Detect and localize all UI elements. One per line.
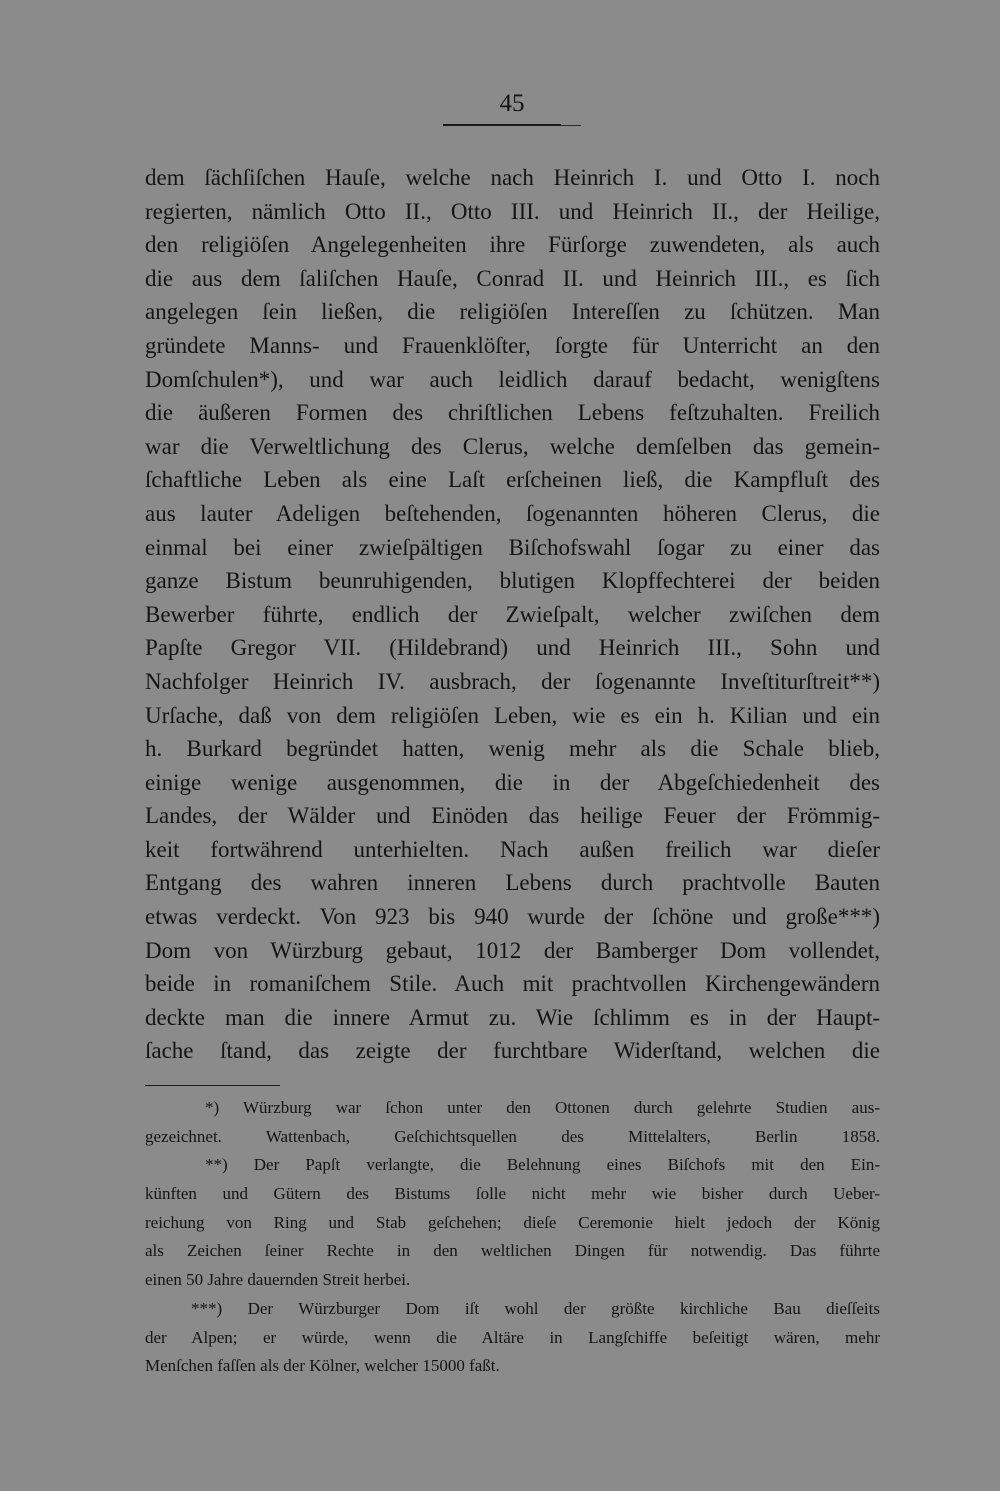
body-line: war die Verweltlichung des Clerus, welche demſelben das gemein- xyxy=(145,433,880,459)
footnote-2-line: künften und Gütern des Bistums ſolle nicht mehr wie bisher durch Ueber- xyxy=(145,1184,880,1204)
footnote-3-line: ***) Der Würzburger Dom iſt wohl der größte kirchliche Bau dieſſeits xyxy=(191,1298,880,1318)
body-line: Entgang des wahren inneren Lebens durch prachtvolle Bauten xyxy=(145,870,880,896)
body-line: einige wenige ausgenommen, die in der Abgeſchiedenheit des xyxy=(145,769,880,795)
body-line: etwas verdeckt. Von 923 bis 940 wurde der ſchöne und große***) xyxy=(145,904,880,930)
body-line: aus lauter Adeligen beſtehenden, ſogenannten höheren Clerus, die xyxy=(145,500,880,526)
footnote-2-line: als Zeichen ſeiner Rechte in den weltlichen Dingen für notwendig. Das führte xyxy=(145,1241,880,1261)
footnote-2-line: reichung von Ring und Stab geſchehen; dieſe Ceremonie hielt jedoch der König xyxy=(145,1212,880,1232)
body-line: Landes, der Wälder und Einöden das heilige Feuer der Frömmig- xyxy=(145,803,880,829)
footnote-rule xyxy=(145,1085,280,1086)
header-rule-tail xyxy=(561,125,581,126)
body-line: gründete Manns- und Frauenklöſter, ſorgte für Unterricht an den xyxy=(145,332,880,358)
footnote-3-line: Menſchen faſſen als der Kölner, welcher 15000 faßt. xyxy=(145,1356,500,1376)
body-line: Bewerber führte, endlich der Zwieſpalt, welcher zwiſchen dem xyxy=(145,601,880,627)
body-line: ſchaftliche Leben als eine Laſt erſcheinen ließ, die Kampfluſt des xyxy=(145,467,880,493)
footnote-3-line: der Alpen; er würde, wenn die Altäre in Langſchiffe beſeitigt wären, mehr xyxy=(145,1327,880,1347)
footnote-2-line: einen 50 Jahre dauernden Streit herbei. xyxy=(145,1270,411,1290)
body-line: h. Burkard begründet hatten, wenig mehr als die Schale blieb, xyxy=(145,736,880,762)
body-line: angelegen ſein ließen, die religiöſen Intereſſen zu ſchützen. Man xyxy=(145,299,880,325)
body-line: deckte man die innere Armut zu. Wie ſchlimm es in der Haupt- xyxy=(145,1004,880,1030)
footnote-1-line: *) Würzburg war ſchon unter den Ottonen durch gelehrte Studien aus- xyxy=(205,1098,880,1117)
body-line: die äußeren Formen des chriſtlichen Lebens feſtzuhalten. Freilich xyxy=(145,400,880,426)
body-text xyxy=(145,161,880,1068)
body-line: Nachfolger Heinrich IV. ausbrach, der ſogenannte Inveſtiturſtreit**) xyxy=(145,668,880,694)
body-line: keit fortwährend unterhielten. Nach außen freilich war dieſer xyxy=(145,836,880,862)
footnotes xyxy=(145,1094,880,1381)
page-number: 45 xyxy=(499,90,525,117)
footnote-2-line: **) Der Papſt verlangte, die Belehnung eines Biſchofs mit den Ein- xyxy=(205,1155,880,1175)
body-line: ſache ſtand, das zeigte der furchtbare Widerſtand, welchen die xyxy=(145,1038,880,1064)
body-line: Urſache, daß von dem religiöſen Leben, wie es ein h. Kilian und ein xyxy=(145,702,880,728)
body-line: regierten, nämlich Otto II., Otto III. und Heinrich II., der Heilige, xyxy=(145,198,880,224)
body-line: ganze Bistum beunruhigenden, blutigen Klopffechterei der beiden xyxy=(145,568,880,594)
body-line: einmal bei einer zwieſpältigen Biſchofswahl ſogar zu einer das xyxy=(145,534,880,560)
header-rule xyxy=(443,124,561,126)
body-line: Domſchulen*), und war auch leidlich darauf bedacht, wenigſtens xyxy=(145,366,880,392)
footnote-1-line: gezeichnet. Wattenbach, Geſchichtsquellen des Mittelalters, Berlin 1858. xyxy=(145,1126,880,1146)
body-line: dem ſächſiſchen Hauſe, welche nach Heinrich I. und Otto I. noch xyxy=(145,165,880,190)
body-line: Dom von Würzburg gebaut, 1012 der Bamberger Dom vollendet, xyxy=(145,937,880,963)
body-line: beide in romaniſchem Stile. Auch mit prachtvollen Kirchengewändern xyxy=(145,971,880,997)
body-line: Papſte Gregor VII. (Hildebrand) und Heinrich III., Sohn und xyxy=(145,635,880,661)
body-line: den religiöſen Angelegenheiten ihre Fürſorge zuwendeten, als auch xyxy=(145,232,880,258)
body-line: die aus dem ſaliſchen Hauſe, Conrad II. und Heinrich III., es ſich xyxy=(145,265,880,291)
